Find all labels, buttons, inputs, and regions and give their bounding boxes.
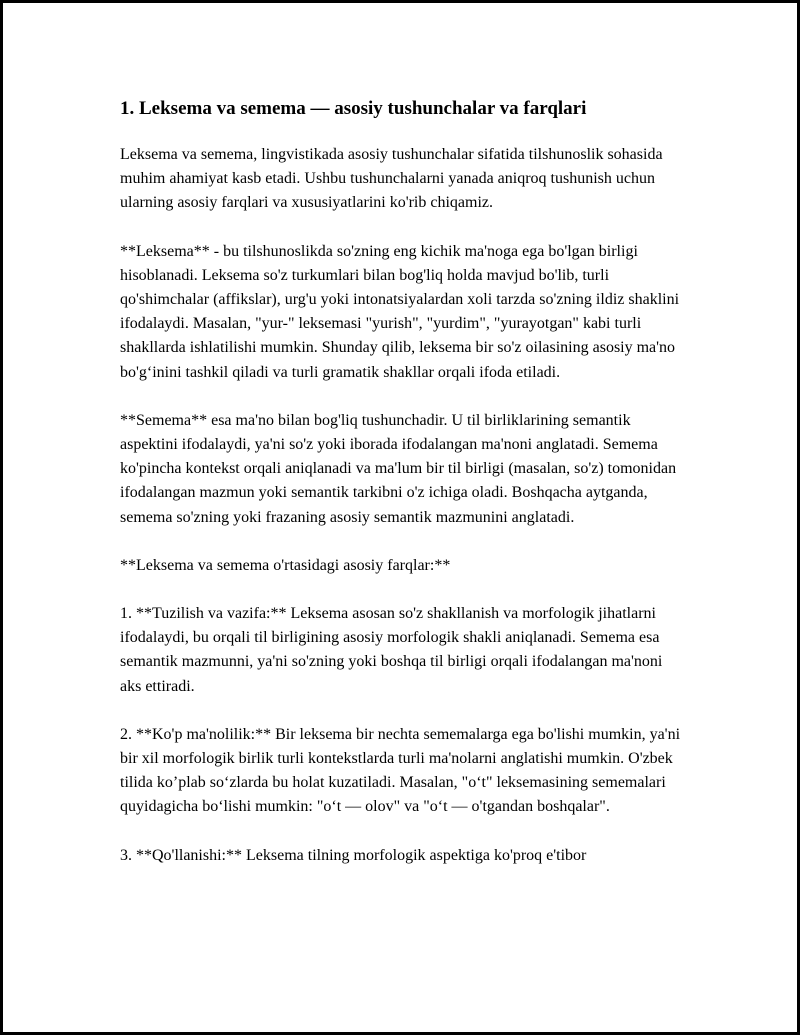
paragraph-differences-title: **Leksema va semema o'rtasidagi asosiy farqlar:** (120, 556, 451, 574)
paragraph-point-1: 1. **Tuzilish va vazifa:** Leksema asosan so'z shakllanish va morfologik jihatlarni ifodalaydi, bu orqali til birligining asosiy morfologik shakli aniqlanadi. Semema esa semantik mazmunni, ya'ni so'zning yoki boshqa til birligi orqali ifodalangan ma'noni aks ettiradi. (120, 605, 663, 695)
paragraph-point-3: 3. **Qo'llanishi:** Leksema tilning morfologik aspektiga ko'proq e'tibor (120, 846, 587, 864)
paragraph-point-2: 2. **Ko'p ma'nolilik:** Bir leksema bir nechta sememalarga ega bo'lishi mumkin, ya'ni bir xil morfologik birlik turli kontekstlarda turli ma'nolarni anglatishi mumkin. O'zbek tilida ko’plab so‘zlarda bu holat kuzatiladi. Masalan, "o‘t" leksemasining sememalari quyidagicha bo‘lishi mumkin: "o‘t — olov" va "o‘t — o'tgandan boshqalar". (120, 725, 681, 816)
paragraph-leksema: **Leksema** - bu tilshunoslikda so'zning eng kichik ma'noga ega bo'lgan birligi hisoblanadi. Leksema so'z turkumlari bilan bog'liq holda mavjud bo'lib, turli qo'shimchalar (affikslar), urg'u yoki intonatsiyalardan xoli tarzda so'zning ildiz shaklini ifodalaydi. Masalan, "yur-" leksemasi "yurish", "yurdim", "yurayotgan" kabi turli shakllarda ishlatilishi mumkin. Shunday qilib, leksema bir so'z oilasining asosiy ma'no bo'g‘inini tashkil qiladi va turli gramatik shakllar orqali ifoda etiladi. (120, 242, 680, 381)
section-heading: 1. Leksema va semema — asosiy tushunchalar va farqlari (120, 98, 587, 119)
document-body (120, 95, 686, 892)
paragraph-intro: Leksema va semema, lingvistikada asosiy tushunchalar sifatida tilshunoslik sohasida muhim ahamiyat kasb etadi. Ushbu tushunchalarni yanada aniqroq tushunish uchun ularning asosiy farqlari va xususiyatlarini ko'rib chiqamiz. (120, 146, 663, 212)
paragraph-semema: **Semema** esa ma'no bilan bog'liq tushunchadir. U til birliklarining semantik aspektini ifodalaydi, ya'ni so'z yoki iborada ifodalangan ma'noni anglatadi. Semema ko'pincha kontekst orqali aniqlanadi va ma'lum bir til birligi (masalan, so'z) tomonidan ifodalangan mazmun yoki semantik tarkibni o'z ichiga oladi. Boshqacha aytganda, semema so'zning yoki frazaning asosiy semantik mazmunini anglatadi. (120, 411, 677, 526)
